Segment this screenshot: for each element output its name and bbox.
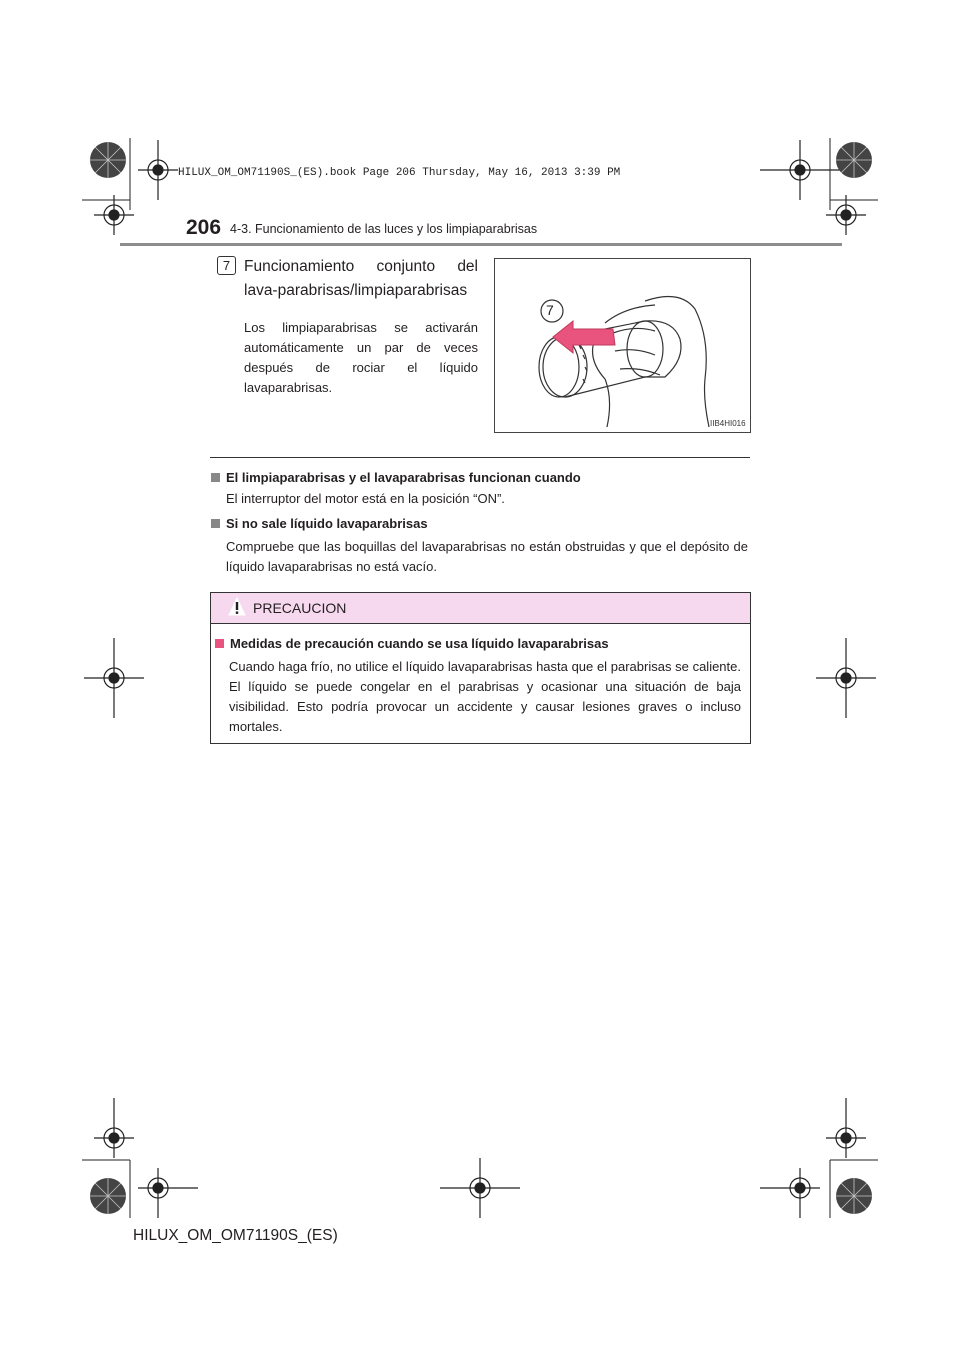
wiper-lever-illustration [494,258,751,433]
warning-triangle-icon [228,597,246,617]
page-number: 206 [186,216,222,239]
section-divider [210,457,750,458]
pull-direction-arrow [553,321,615,353]
hand-pulling-lever-drawing [495,259,750,432]
caution-header [211,593,750,624]
note-title-2: Si no sale líquido lavaparabrisas [211,516,428,531]
caution-title: PRECAUCION [253,600,347,616]
square-bullet-icon [211,519,220,528]
manual-code-footer: HILUX_OM_OM71190S_(ES) [133,1227,338,1244]
figure-code: IIB4HI016 [710,419,746,428]
caution-item-text: Cuando haga frío, no utilice el líquido lavaparabrisas hasta que el parabrisas se caliente. El líquido se puede congelar en el parabrisas y ocasionar una situación de baja visibilidad. Esto podría provocar un accidente y causar lesiones graves o incluso mortales. [229,659,741,734]
square-bullet-icon [215,639,224,648]
caution-item-title: Medidas de precaución cuando se usa líquido lavaparabrisas [215,636,609,651]
step-title: Funcionamiento conjunto del lava-parabrisas/limpiaparabrisas [244,258,478,299]
header-rule [120,243,842,246]
section-title: 4-3. Funcionamiento de las luces y los limpiaparabrisas [230,222,538,236]
step-number-badge: 7 [217,256,236,275]
note-text-1: El interruptor del motor está en la posición “ON”. [226,491,505,506]
step-description: Los limpiaparabrisas se activarán automáticamente un par de veces después de rociar el líquido lavaparabrisas. [244,320,478,395]
note-text-2: Compruebe que las boquillas del lavaparabrisas no están obstruidas y que el depósito de líquido lavaparabrisas no está vacío. [226,539,748,574]
square-bullet-icon [211,473,220,482]
figure-callout-number: 7 [546,302,554,318]
caution-box [210,592,751,744]
note-title-1: El limpiaparabrisas y el lavaparabrisas funcionan cuando [211,470,581,485]
print-job-stamp: HILUX_OM_OM71190S_(ES).book Page 206 Thursday, May 16, 2013 3:39 PM [178,167,621,179]
